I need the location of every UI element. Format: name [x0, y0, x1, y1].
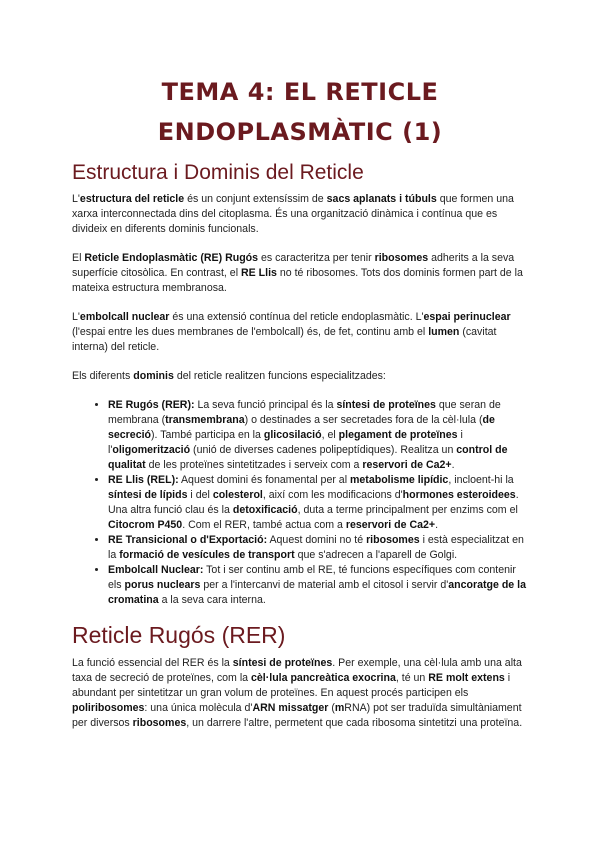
bold-term: m: [334, 702, 345, 714]
bold-term: detoxificació: [232, 504, 298, 516]
bold-term: sacs aplanats i túbuls: [326, 193, 437, 205]
bold-term: transmembrana: [165, 414, 245, 426]
bold-term: dominis: [133, 370, 174, 382]
bold-term: poliribosomes: [72, 702, 145, 714]
bold-term: estructura del reticle: [79, 193, 185, 205]
bold-term: cèl·lula pancreàtica exocrina: [251, 672, 396, 684]
paragraph-nuclear-envelope: L'embolcall nuclear és una extensió contínua del reticle endoplasmàtic. L'espai perinuclear (l'espai entre les dues membranes de l'embolcall) és, de fet, continu amb el lumen (cavitat interna) del reticle.: [72, 311, 511, 353]
list-item-rer: • RE Rugós (RER): La seva funció principal és la síntesi de proteïnes que seran de membrana (transmembrana) o destinades a ser secretades fora de la cèl·lula (de secreció). També participa en la glicosilació, el plegament de proteïnes i l'oligomerització (unió de diverses cadenes polipeptídiques). Realitza un control de qualitat de les proteïnes sintetitzades i serveix com a reservori de Ca2+.: [108, 398, 528, 473]
section-heading-rer: Reticle Rugós (RER): [72, 622, 286, 648]
bold-term: síntesi de proteïnes: [232, 657, 333, 669]
list-item-transitional: • RE Transicional o d'Exportació: Aquest domini no té ribosomes i està especialitzat en la formació de vesícules de transport que s'adrecen a l'aparell de Golgi.: [108, 533, 528, 563]
paragraph-rough-smooth: El Reticle Endoplasmàtic (RE) Rugós es caracteritza per tenir ribosomes adherits a la seva superfície citosòlica. En contrast, el RE Llis no té ribosomes. Tots dos dominis formen part de la mateixa estructura membranosa.: [72, 252, 523, 294]
bold-term: formació de vesícules de transport: [119, 549, 295, 561]
section-heading-structure: Estructura i Dominis del Reticle: [72, 161, 364, 184]
bold-term: reservori de Ca2+: [362, 459, 452, 471]
bold-term: oligomerització: [112, 444, 191, 456]
bold-term: síntesi de lípids: [108, 489, 188, 501]
bold-term: ribosomes: [132, 717, 187, 729]
bold-term: RE Rugós (RER):: [108, 399, 195, 411]
bold-term: ARN missatger: [252, 702, 329, 714]
bold-term: Embolcall Nuclear:: [108, 564, 204, 576]
bold-term: hormones esteroidees: [402, 489, 516, 501]
bold-term: porus nuclears: [124, 579, 201, 591]
domains-list: [72, 398, 528, 608]
title-line-1: TEMA 4: EL RETICLE: [161, 78, 439, 106]
bold-term: RE Llis: [241, 267, 277, 279]
paragraph-structure: L'estructura del reticle és un conjunt extensíssim de sacs aplanats i túbuls que formen una xarxa interconnectada dins del citoplasma. És una organització dinàmica i contínua que es divideix en diferents dominis funcionals.: [72, 193, 514, 235]
bold-term: Reticle Endoplasmàtic (RE) Rugós: [84, 252, 259, 264]
bold-term: RE Transicional o d'Exportació:: [108, 534, 268, 546]
bold-term: metabolisme lipídic: [350, 474, 449, 486]
bold-term: RE Llis (REL):: [108, 474, 179, 486]
bold-term: RE molt extens: [428, 672, 505, 684]
bold-term: ancoratge de la cromatina: [108, 579, 526, 606]
bold-term: síntesi de proteïnes: [336, 399, 436, 411]
paragraph-domains-intro: Els diferents dominis del reticle realitzen funcions especialitzades:: [72, 370, 386, 382]
list-item-nuclear-envelope: • Embolcall Nuclear: Tot i ser continu amb el RE, té funcions específiques com contenir els porus nuclears per a l'intercanvi de material amb el citosol i servir d'ancoratge de la cromatina a la seva cara interna.: [108, 563, 528, 608]
document-title: [72, 0, 528, 152]
bold-term: control de qualitat: [108, 444, 508, 471]
paragraph-rer-function: La funció essencial del RER és la síntesi de proteïnes. Per exemple, una cèl·lula amb una alta taxa de secreció de proteïnes, com la cèl·lula pancreàtica exocrina, té un RE molt extens i abundant per sintetitzar un gran volum de proteïnes. En aquest procés participen els poliribosomes: una única molècula d'ARN missatger (mRNA) pot ser traduïda simultàniament per diversos ribosomes, un darrere l'altre, permetent que cada ribosoma sintetitzi una proteïna.: [72, 657, 523, 729]
bold-term: glicosilació: [263, 429, 322, 441]
title-line-2: ENDOPLASMÀTIC (1): [157, 118, 443, 146]
bold-term: de secreció: [108, 414, 495, 441]
bold-term: colesterol: [212, 489, 263, 501]
bold-term: lumen: [428, 326, 460, 338]
list-item-rel: • RE Llis (REL): Aquest domini és fonamental per al metabolisme lipídic, incloent-hi la síntesi de lípids i del colesterol, així com les modificacions d'hormones esteroidees. Una altra funció clau és la detoxificació, duta a terme principalment per enzims com el Citocrom P450. Com el RER, també actua com a reservori de Ca2+.: [108, 473, 528, 533]
bold-term: embolcall nuclear: [79, 311, 170, 323]
bold-term: reservori de Ca2+: [345, 519, 436, 531]
bold-term: ribosomes: [366, 534, 420, 546]
bold-term: Citocrom P450: [108, 519, 183, 531]
bold-term: espai perinuclear: [423, 311, 511, 323]
bold-term: ribosomes: [374, 252, 429, 264]
bold-term: plegament de proteïnes: [338, 429, 458, 441]
